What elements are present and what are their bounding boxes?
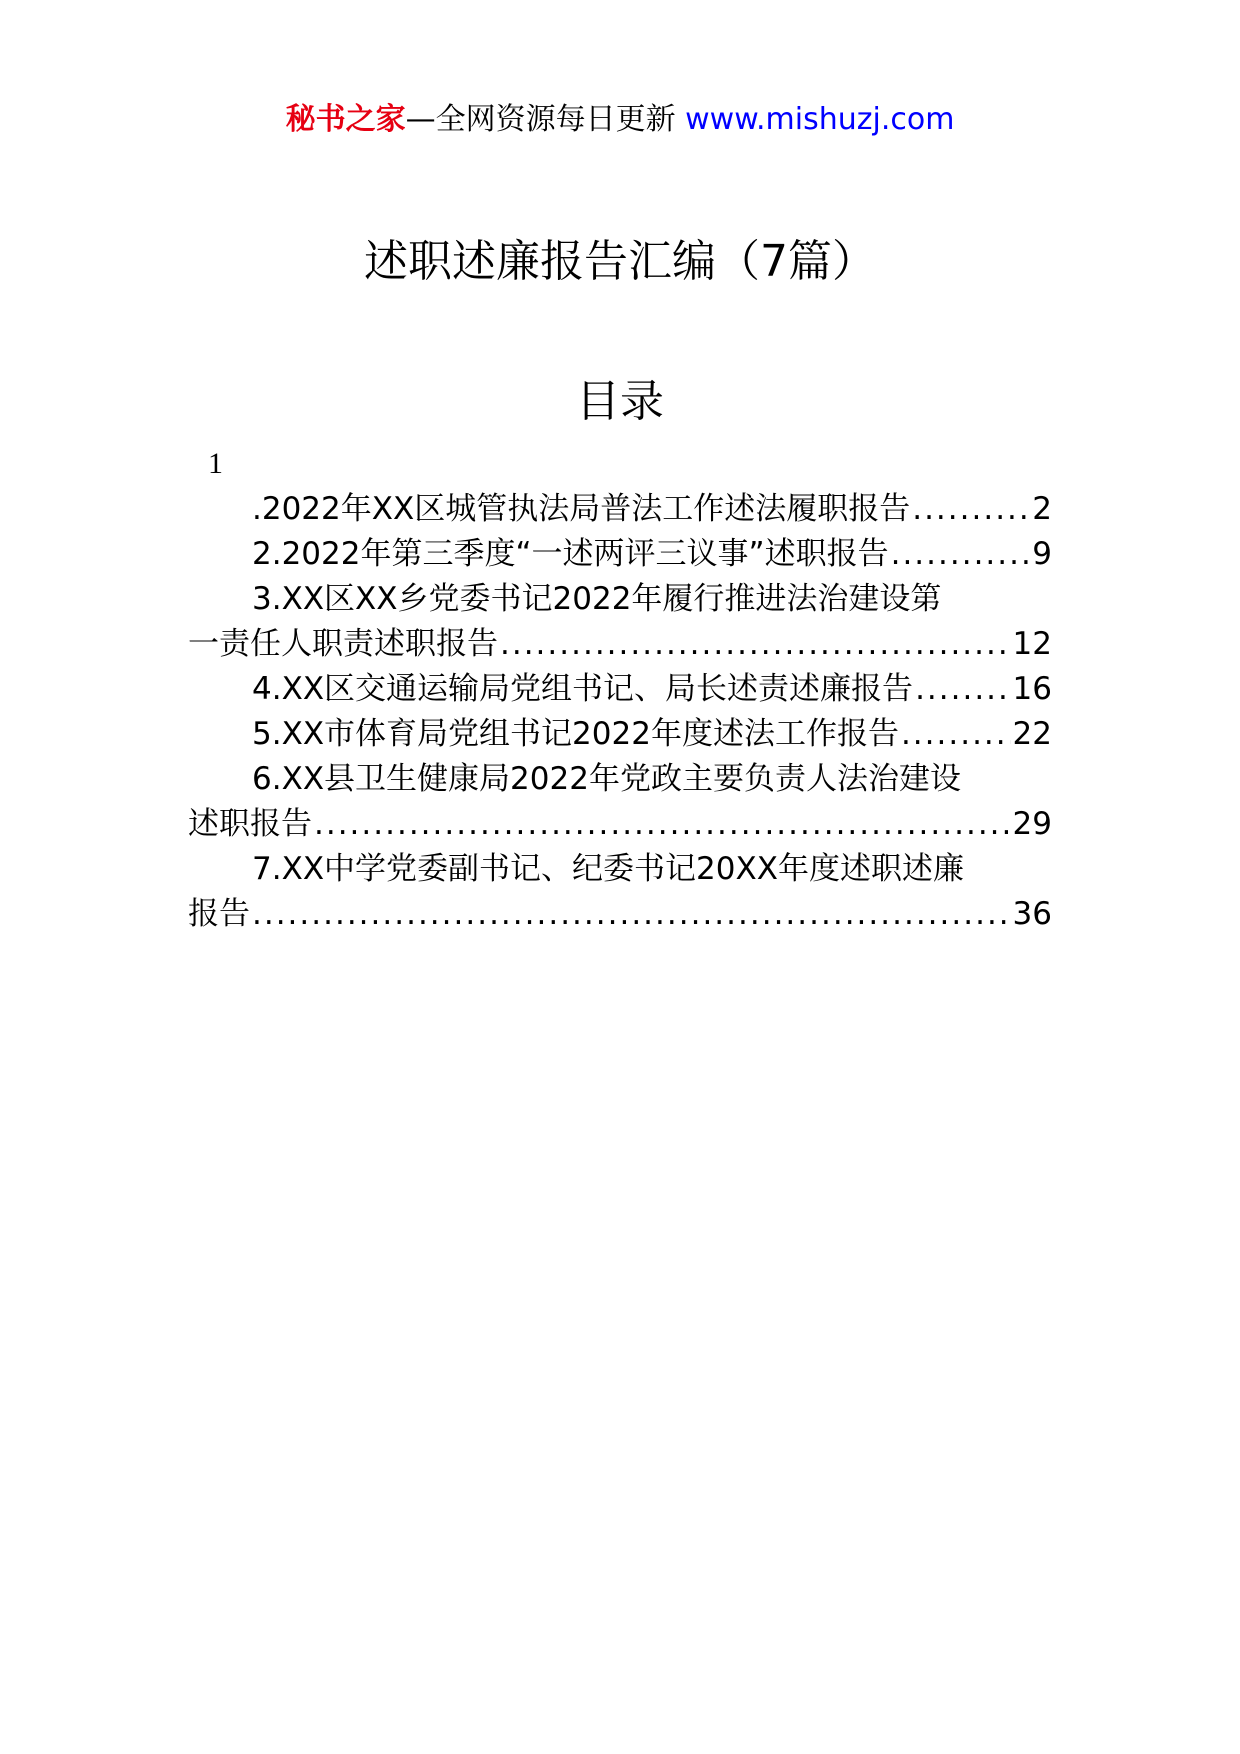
toc-dot-leader <box>314 802 1011 847</box>
toc-entry-line <box>188 847 1052 892</box>
toc-entry-continuation <box>188 892 1052 937</box>
toc-entry-title: 7.XX中学党委副书记、纪委书记20XX年度述职述廉 <box>252 851 964 887</box>
toc-entry[interactable] <box>188 532 1052 577</box>
toc-page-number: 36 <box>1012 896 1052 932</box>
toc-entry-title-cont: 述职报告 <box>188 806 312 842</box>
toc-page-number: 29 <box>1012 806 1052 842</box>
site-header <box>0 100 1240 140</box>
toc-dot-leader <box>891 532 1031 577</box>
toc-entry-title-cont: 报告 <box>188 896 250 932</box>
toc-entry-title: 3.XX区XX乡党委书记2022年履行推进法治建设第 <box>252 581 942 617</box>
toc-dot-leader <box>901 712 1011 757</box>
toc-entry-title: .2022年XX区城管执法局普法工作述法履职报告 <box>252 491 911 527</box>
toc-page-number: 16 <box>1012 671 1052 707</box>
site-slogan: —全网资源每日更新 <box>405 102 686 137</box>
toc-entry-line <box>188 712 1052 757</box>
document-title: 述职述廉报告汇编（7篇） <box>364 236 876 287</box>
toc-dot-leader <box>252 892 1011 937</box>
toc-entry-line <box>188 757 1052 802</box>
toc-page-number: 22 <box>1012 716 1052 752</box>
toc-entry-continuation <box>188 622 1052 667</box>
site-url-link[interactable]: www.mishuzj.com <box>685 102 955 137</box>
toc-entry[interactable] <box>188 757 1052 847</box>
toc-entry[interactable] <box>188 712 1052 757</box>
toc-entry[interactable] <box>188 577 1052 667</box>
toc-heading: 目录 <box>576 376 664 427</box>
toc-page-number: 9 <box>1032 536 1052 572</box>
site-brand: 秘书之家 <box>285 102 406 137</box>
toc-entry-title: 2.2022年第三季度“一述两评三议事”述职报告 <box>252 536 889 572</box>
toc-dot-leader <box>915 667 1010 712</box>
toc-entry-line <box>188 532 1052 577</box>
toc-dot-leader <box>912 487 1030 532</box>
toc-entry[interactable] <box>188 487 1052 532</box>
toc-entry[interactable] <box>188 847 1052 937</box>
toc-dot-leader <box>500 622 1011 667</box>
table-of-contents <box>188 487 1052 937</box>
toc-entry-line <box>188 487 1052 532</box>
toc-entry-title: 6.XX县卫生健康局2022年党政主要负责人法治建设 <box>252 761 961 797</box>
toc-page-number: 2 <box>1032 491 1052 527</box>
toc-entry-line <box>188 667 1052 712</box>
toc-entry-title: 5.XX市体育局党组书记2022年度述法工作报告 <box>252 716 899 752</box>
toc-page-number: 12 <box>1012 626 1052 662</box>
toc-entry-line <box>188 577 1052 622</box>
stray-number: 1 <box>208 447 223 480</box>
toc-entry-title-cont: 一责任人职责述职报告 <box>188 626 498 662</box>
toc-entry[interactable] <box>188 667 1052 712</box>
toc-entry-title: 4.XX区交通运输局党组书记、局长述责述廉报告 <box>252 671 914 707</box>
toc-entry-continuation <box>188 802 1052 847</box>
